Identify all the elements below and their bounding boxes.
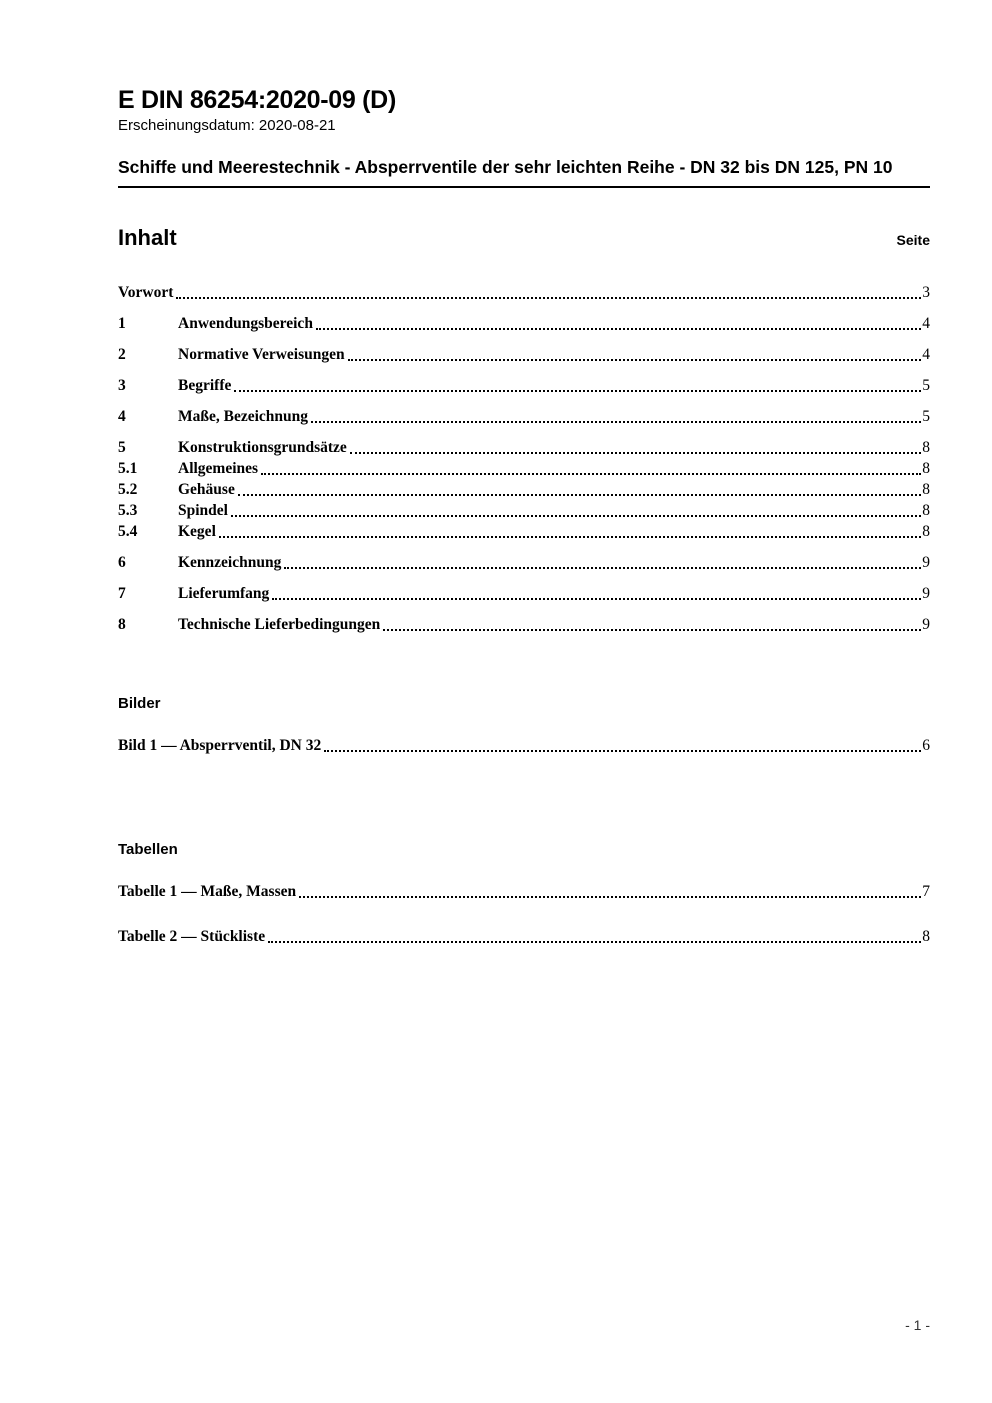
toc-entry — [118, 614, 930, 635]
toc-entry-label: Kegel — [178, 523, 216, 540]
table-entry-page: 8 — [922, 928, 930, 945]
dot-leader — [316, 328, 921, 330]
dot-leader — [234, 390, 921, 392]
table-of-contents — [118, 282, 930, 635]
toc-entry — [118, 406, 930, 427]
toc-entry-label: Normative Verweisungen — [178, 346, 345, 363]
toc-entry — [118, 344, 930, 365]
toc-entry — [118, 313, 930, 334]
dot-leader — [231, 515, 921, 517]
toc-entry-page: 4 — [922, 315, 930, 332]
toc-entry-label: Kennzeichnung — [178, 554, 282, 571]
toc-entry-page: 8 — [922, 460, 930, 477]
toc-entry-page: 9 — [922, 585, 930, 602]
toc-entry-number: 7 — [118, 585, 126, 602]
toc-entry-number: 6 — [118, 554, 126, 571]
dot-leader — [176, 297, 921, 299]
figures-heading: Bilder — [118, 695, 161, 712]
toc-entry-page: 8 — [922, 523, 930, 540]
doc-number: E DIN 86254:2020-09 (D) — [118, 86, 396, 114]
toc-entry-page: 8 — [922, 481, 930, 498]
dot-leader — [350, 452, 921, 454]
figure-entry-label: Bild 1 — Absperrventil, DN 32 — [118, 737, 322, 754]
release-date: Erscheinungsdatum: 2020-08-21 — [118, 117, 336, 134]
toc-entry-page: 5 — [922, 408, 930, 425]
toc-entry-label: Lieferumfang — [178, 585, 270, 602]
doc-title: Schiffe und Meerestechnik - Absperrventile der sehr leichten Reihe - DN 32 bis DN 125, PN 10 — [118, 157, 893, 177]
toc-entry-label: Gehäuse — [178, 481, 235, 498]
toc-entry-number: 5.4 — [118, 523, 138, 540]
dot-leader — [383, 629, 921, 631]
dot-leader — [299, 896, 921, 898]
toc-entry-label: Technische Lieferbedingungen — [178, 616, 381, 633]
dot-leader — [238, 494, 921, 496]
toc-entry — [118, 437, 930, 458]
toc-entry-label: Vorwort — [118, 284, 174, 301]
toc-entry-vorwort — [118, 282, 930, 303]
toc-entry-label: Maße, Bezeichnung — [178, 408, 309, 425]
toc-entry-label: Begriffe — [178, 377, 232, 394]
toc-entry-number: 8 — [118, 616, 126, 633]
toc-entry-label: Konstruktionsgrundsätze — [178, 439, 347, 456]
tables-heading: Tabellen — [118, 841, 178, 858]
dot-leader — [261, 473, 921, 475]
dot-leader — [348, 359, 922, 361]
table-entry-label: Tabelle 2 — Stückliste — [118, 928, 266, 945]
toc-entry-label: Anwendungsbereich — [178, 315, 313, 332]
toc-entry-label: Allgemeines — [178, 460, 259, 477]
toc-entry-page: 4 — [922, 346, 930, 363]
toc-entry-page: 9 — [922, 616, 930, 633]
toc-entry-number: 3 — [118, 377, 126, 394]
toc-entry-number: 5.3 — [118, 502, 138, 519]
toc-entry-number: 5 — [118, 439, 126, 456]
figure-entry-page: 6 — [922, 737, 930, 754]
dot-leader — [268, 941, 921, 943]
table-entry-label: Tabelle 1 — Maße, Massen — [118, 883, 297, 900]
table-entry — [118, 926, 930, 947]
title-divider — [118, 186, 930, 188]
page-number-indicator: - 1 - — [905, 1317, 930, 1333]
toc-subentry — [118, 458, 930, 479]
toc-entry-number: 5.1 — [118, 460, 138, 477]
toc-entry-number: 1 — [118, 315, 126, 332]
toc-entry-number: 5.2 — [118, 481, 138, 498]
toc-entry-page: 3 — [922, 284, 930, 301]
dot-leader — [272, 598, 921, 600]
toc-entry-page: 8 — [922, 439, 930, 456]
toc-entry-page: 5 — [922, 377, 930, 394]
dot-leader — [324, 750, 921, 752]
toc-subentry — [118, 479, 930, 500]
toc-header — [118, 225, 930, 251]
toc-entry-number: 4 — [118, 408, 126, 425]
toc-heading: Inhalt — [118, 225, 177, 250]
table-entry — [118, 881, 930, 902]
toc-entry-label: Spindel — [178, 502, 228, 519]
toc-subentry — [118, 500, 930, 521]
dot-leader — [284, 567, 921, 569]
dot-leader — [311, 421, 921, 423]
toc-entry-page: 8 — [922, 502, 930, 519]
toc-entry-number: 2 — [118, 346, 126, 363]
toc-entry-page: 9 — [922, 554, 930, 571]
dot-leader — [219, 536, 921, 538]
figure-entry — [118, 735, 930, 756]
page-column-label: Seite — [896, 232, 930, 248]
toc-subentry — [118, 521, 930, 542]
toc-entry — [118, 552, 930, 573]
toc-entry — [118, 583, 930, 604]
toc-entry — [118, 375, 930, 396]
table-entry-page: 7 — [922, 883, 930, 900]
